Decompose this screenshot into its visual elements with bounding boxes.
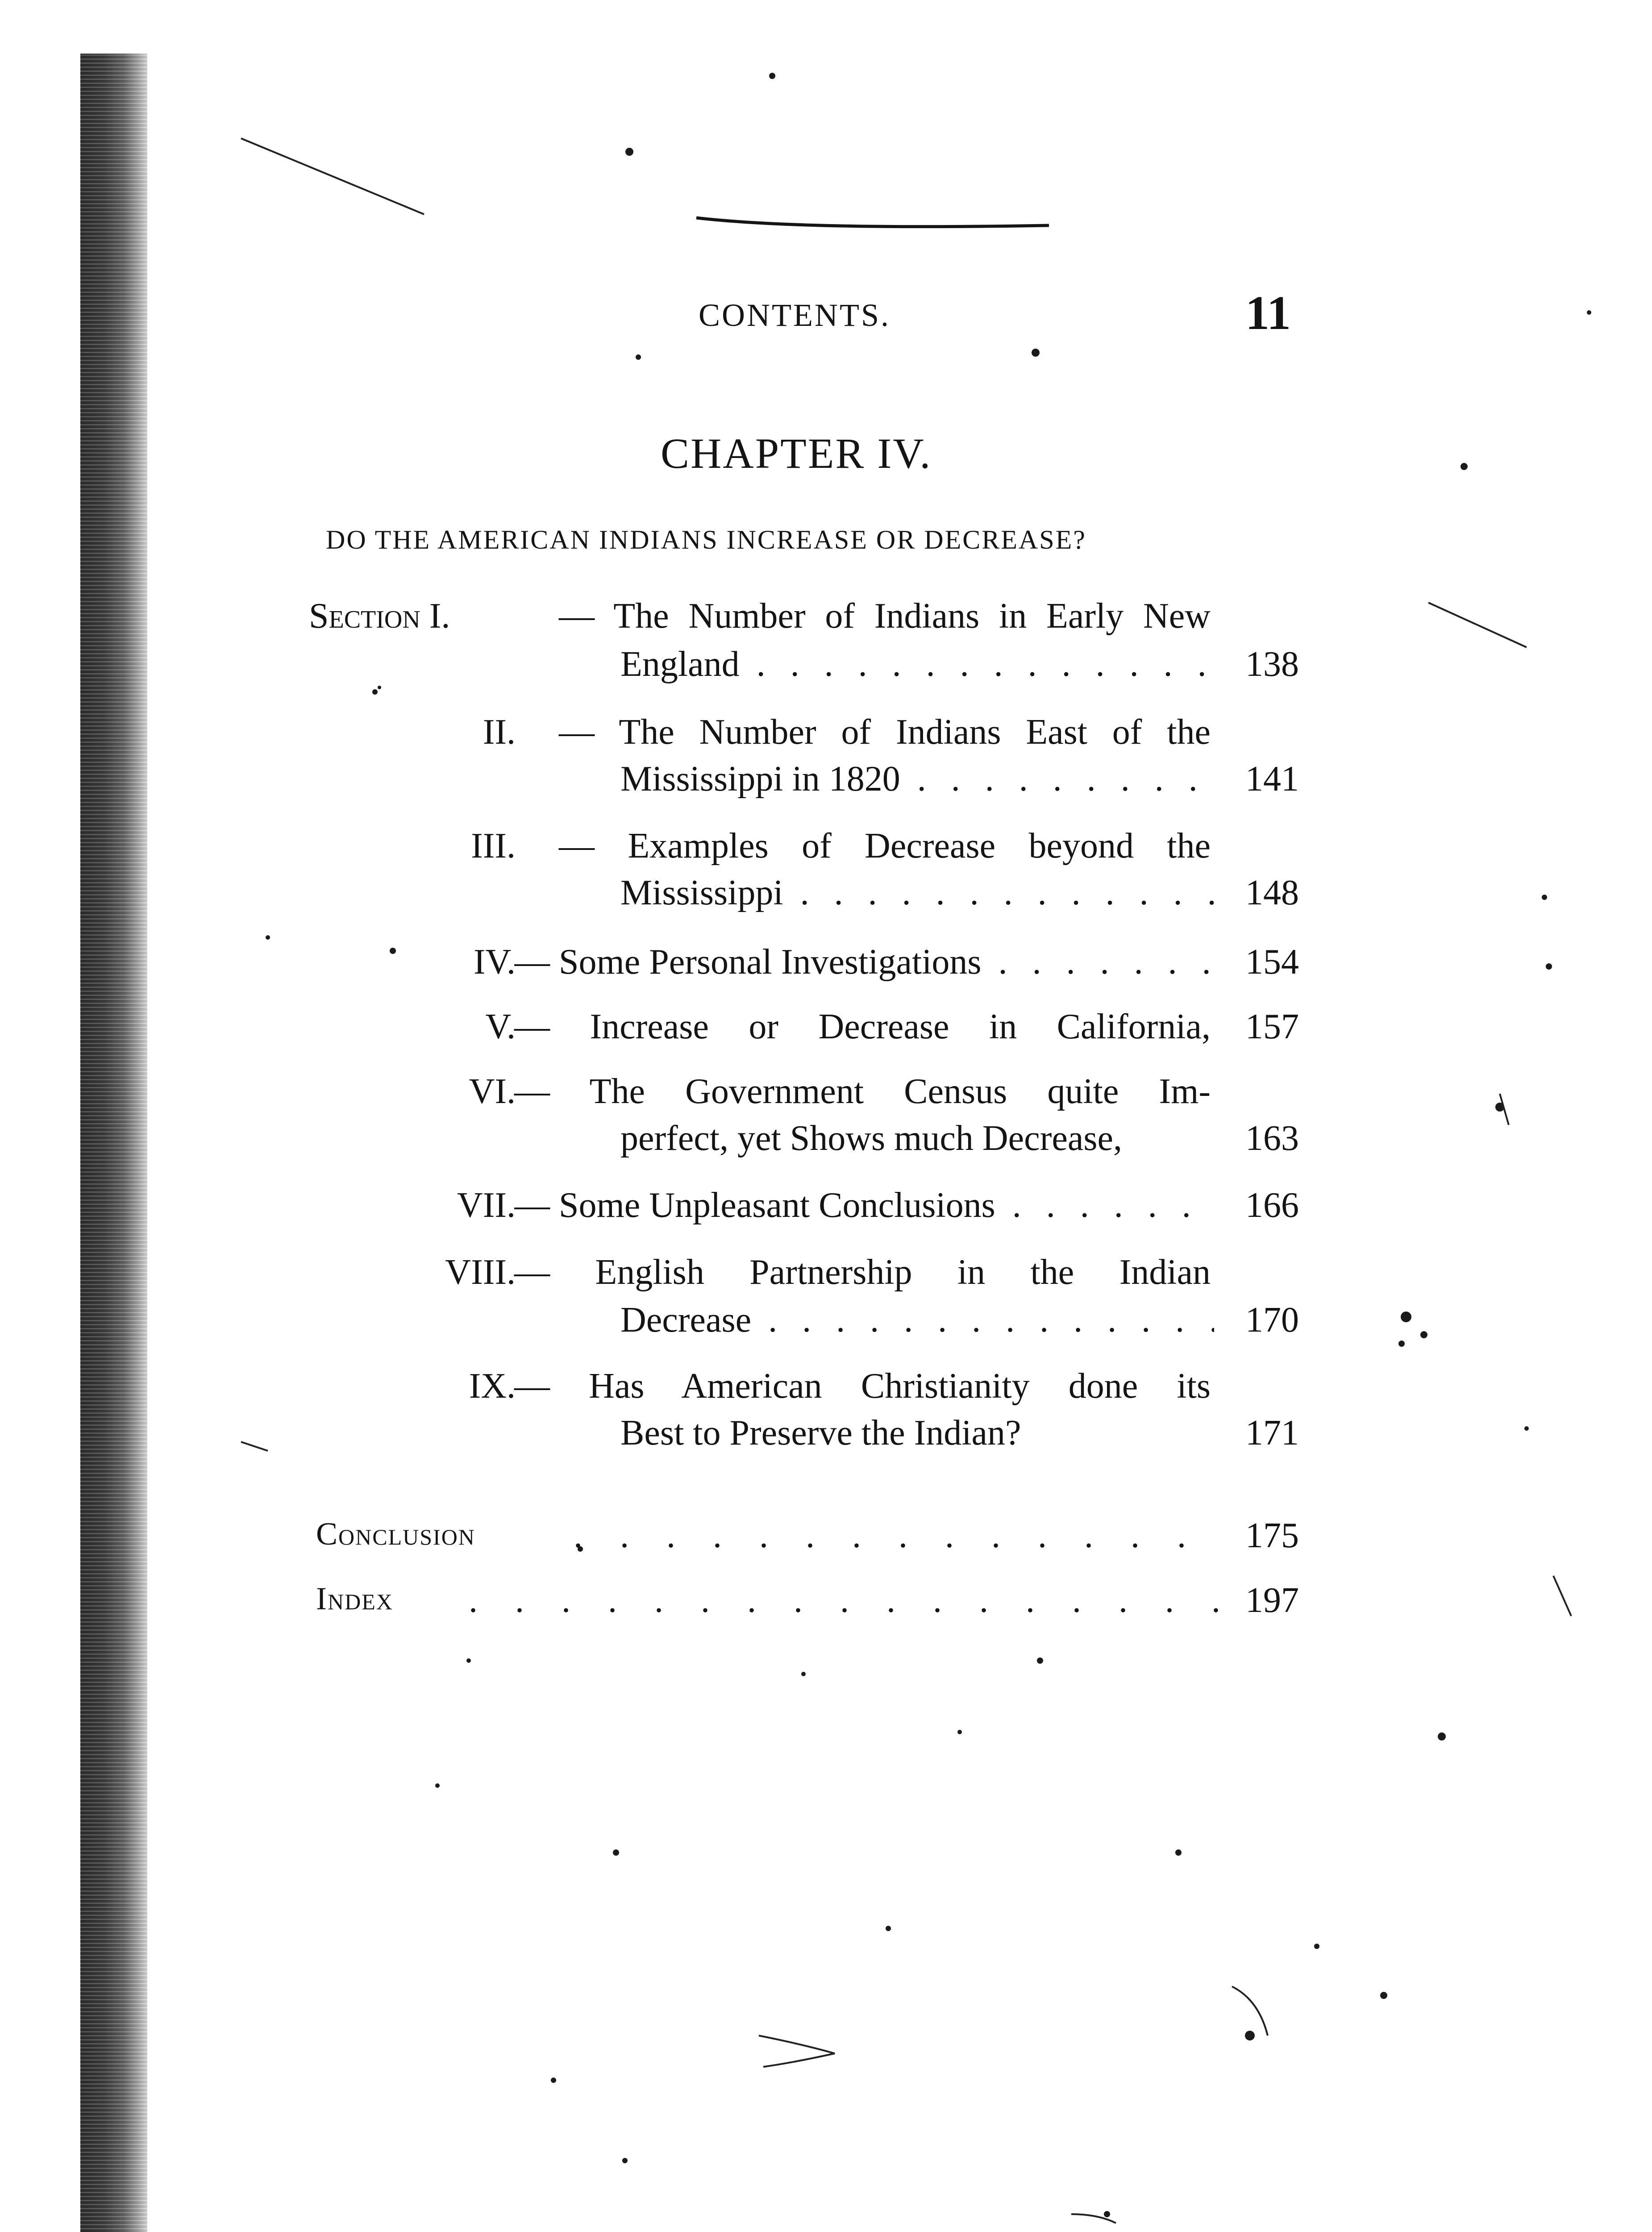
section-title-line: — The Number of Indians in Early New [559, 596, 1211, 636]
index-page-number: 197 [1245, 1581, 1299, 1620]
leader-dots [574, 1516, 1219, 1556]
section-title-line: — Increase or Decrease in California, [514, 1007, 1211, 1046]
section-title-line: — Some Unpleasant Conclusions . . . [514, 1185, 1215, 1226]
section-title-line: — The Number of Indians East of the [559, 712, 1211, 752]
section-label: V. [485, 1007, 516, 1046]
section-label: II. [483, 712, 516, 752]
section-title-continuation: perfect, yet Shows much Decrease, [620, 1119, 1122, 1158]
section-label: III. [471, 826, 516, 866]
section-label: VII. [457, 1186, 516, 1225]
section-page-number: 157 [1245, 1007, 1299, 1046]
chapter-subtitle: DO THE AMERICAN INDIANS INCREASE OR DECREASE? [326, 525, 1086, 554]
section-page-number: 148 [1245, 873, 1299, 912]
section-title-line: — Examples of Decrease beyond the [559, 826, 1211, 866]
section-page-number: 163 [1245, 1119, 1299, 1158]
leader-dots [469, 1580, 1219, 1621]
section-page-number: 166 [1245, 1186, 1299, 1225]
conclusion-page-number: 175 [1245, 1516, 1299, 1555]
section-label: VIII. [445, 1253, 516, 1292]
running-head-title: CONTENTS. [699, 297, 890, 333]
section-label: VI. [469, 1072, 516, 1111]
section-title-continuation: England . . . [620, 644, 1214, 685]
section-page-number: 154 [1245, 942, 1299, 982]
section-label: Section I. [309, 596, 450, 636]
chapter-title: CHAPTER IV. [661, 429, 932, 477]
section-title-line: — The Government Census quite Im- [514, 1072, 1211, 1111]
page-number: 11 [1245, 287, 1291, 340]
section-title-line: — English Partnership in the Indian [514, 1253, 1211, 1292]
index-label: Index [316, 1581, 393, 1616]
section-page-number: 171 [1245, 1413, 1299, 1453]
conclusion-label: Conclusion [316, 1516, 475, 1552]
section-label: IV. [473, 942, 516, 982]
section-title-continuation: Best to Preserve the Indian? [620, 1413, 1021, 1453]
section-title-line: — Some Personal Investigations . . . [514, 942, 1215, 983]
section-title-line: — Has American Christianity done its [514, 1366, 1211, 1406]
section-page-number: 141 [1245, 759, 1299, 799]
section-title-continuation: Mississippi in 1820 . . . [620, 759, 1214, 800]
section-title-continuation: Decrease . . . [620, 1300, 1214, 1341]
section-title-continuation: Mississippi . . . [620, 873, 1214, 913]
section-label: IX. [469, 1366, 516, 1406]
section-page-number: 138 [1245, 645, 1299, 684]
section-page-number: 170 [1245, 1300, 1299, 1340]
